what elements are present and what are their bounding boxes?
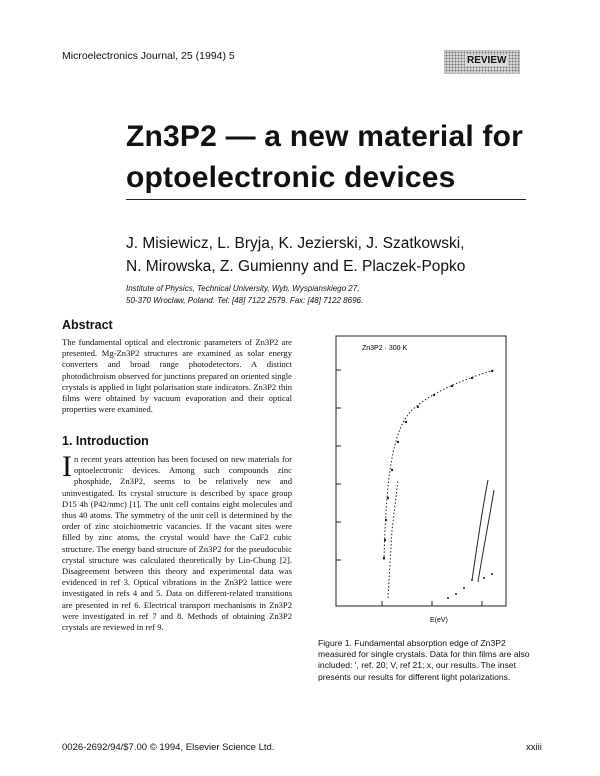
title-divider: [126, 199, 526, 200]
title-line-2: optoelectronic devices: [126, 161, 456, 194]
review-badge: [444, 50, 520, 74]
abstract-heading: Abstract: [62, 318, 113, 332]
introduction-text: [62, 450, 292, 633]
abstract-text: The fundamental optical and electronic parameters of Zn3P2 are presented. Mg-Zn3P2 structures are examined as solar energy converters and broad range photodetectors. A distinct photodichroism observed for junctions prepared on oriented single crystals is applied in light polarisation state indicators. Zn3P2 thin films were obtained by vacuum evaporation and their optical properties were examined.: [62, 337, 292, 415]
authors-line-2: N. Mirowska, Z. Gumienny and E. Placzek-Popko: [126, 258, 466, 275]
review-badge-label: REVIEW: [467, 55, 507, 66]
affiliation-line-2: 50-370 Wroclaw, Poland. Tel: [48] 7122 2579. Fax: [48] 7122 8696.: [126, 296, 364, 305]
figure-xlabel: E(eV): [430, 617, 448, 624]
title-line-1: Zn3P2 — a new material for: [126, 120, 523, 153]
page-number: xxiii: [526, 742, 542, 753]
inset-curve-b: [478, 490, 494, 582]
x-axis-ticks: [382, 601, 482, 606]
copyright-footer: 0026-2692/94/$7.00 © 1994, Elsevier Science Ltd.: [62, 742, 275, 753]
inset-curve-a: [472, 480, 488, 580]
figure-caption: Figure 1. Fundamental absorption edge of Zn3P2 measured for single crystals. Data for thin films are also included: ', ref. 20; V, ref 21; x, our results. The inset presents our results for different light polarizations.: [318, 638, 530, 682]
introduction-paragraph: n recent years attention has been focused on new materials for optoelectronic devices. Among such compounds zinc phosphide, Zn3P2, seems to be relatively new and uninvestigated. Its crystal structure is described by space group D15 4h (P42/nmc) [1]. The unit cell contains eight molecules and thus 40 atoms. The symmetry of the unit cell is determined by the order of zinc stoichiometric vacancies. If the vacant sites were filled by zinc atoms, the crystal would have the CaF2 cubic structure. The energy band structure of Zn3P2 for the pseudocubic crystal structure was calculated theoretically by Lin-Chung [2]. Disagreement between this theory and experimental data was evidenced in ref 3. Optical vibrations in the Zn3P2 lattice were investigated in refs 4 and 5. Data on different-related transitions are presented in ref 6. Electrical transport mechanisms in Zn3P2 were investigated in ref 7 and 8. Methods of obtaining Zn3P2 crystals are reviewed in ref 9.: [62, 454, 292, 633]
thin-film-curve: [388, 480, 398, 598]
introduction-heading: 1. Introduction: [62, 434, 149, 448]
affiliation: [126, 283, 426, 307]
data-points: [383, 370, 493, 599]
figure-inset-label: Zn3P2 · 300 K: [362, 345, 408, 352]
author-list: [126, 232, 566, 278]
paper-title: [126, 116, 546, 198]
authors-line-1: J. Misiewicz, L. Bryja, K. Jezierski, J. Szatkowski,: [126, 235, 465, 252]
absorption-edge-figure: [322, 330, 522, 640]
journal-citation: Microelectronics Journal, 25 (1994) 5: [62, 50, 235, 62]
drop-cap: I: [62, 450, 72, 483]
crystal-absorption-curve: [384, 370, 494, 560]
y-axis-ticks: [336, 370, 341, 560]
affiliation-line-1: Institute of Physics, Technical University, Wyb. Wyspianskiego 27,: [126, 284, 360, 293]
